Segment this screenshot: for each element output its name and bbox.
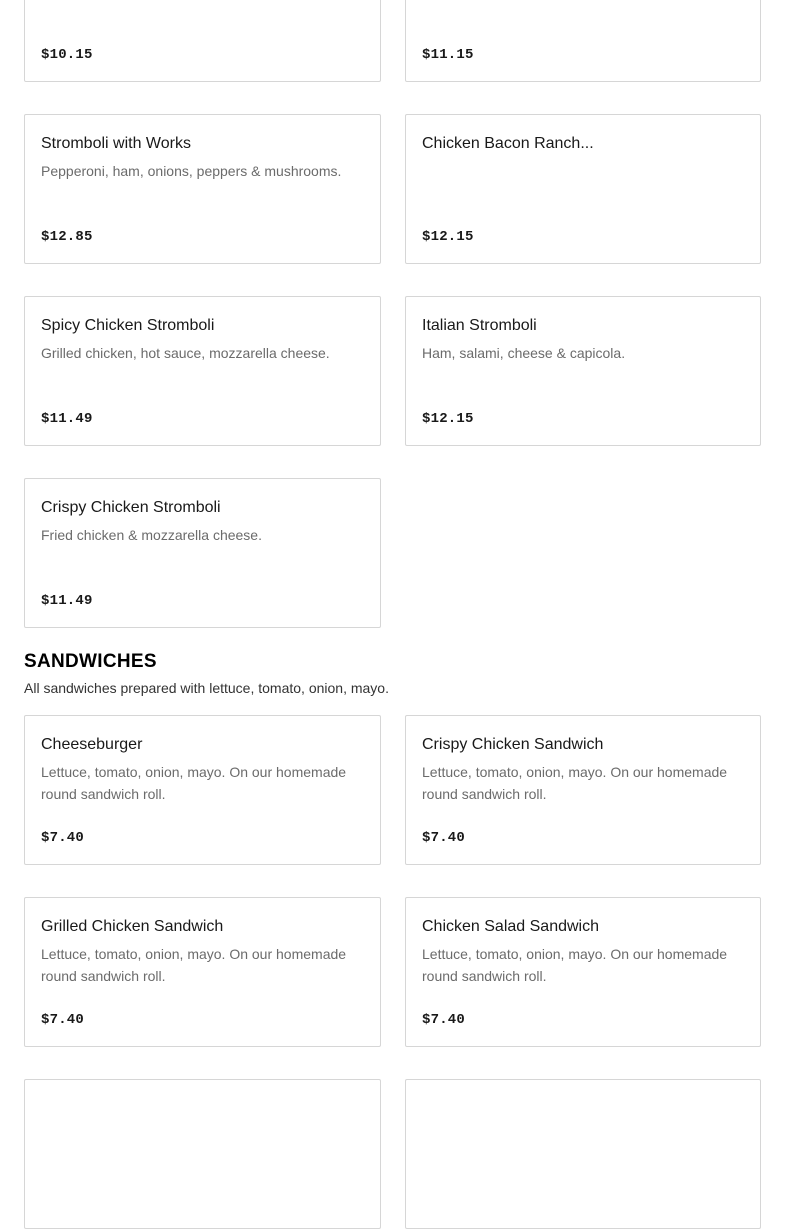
menu-item-card[interactable] [24, 296, 381, 446]
menu-item-description: Lettuce, tomato, onion, mayo. On our homemade round sandwich roll. [422, 764, 728, 802]
menu-item-card[interactable] [405, 296, 761, 446]
menu-item-description: Lettuce, tomato, onion, mayo. On our homemade round sandwich roll. [41, 764, 347, 802]
menu-item-card[interactable] [405, 1079, 761, 1229]
menu-item-description: Ham, salami, cheese & capicola. [422, 345, 626, 361]
menu-item-name: Crispy Chicken Stromboli [41, 499, 221, 516]
menu-item-price: $7.40 [41, 830, 85, 846]
menu-item-price: $12.15 [422, 411, 474, 427]
section-description: All sandwiches prepared with lettuce, tomato, onion, mayo. [24, 680, 389, 696]
menu-item-name: Grilled Chicken Sandwich [41, 918, 224, 935]
menu-item-name: Italian Stromboli [422, 317, 537, 334]
menu-item-description: Lettuce, tomato, onion, mayo. On our homemade round sandwich roll. [422, 946, 728, 984]
menu-item-price: $11.49 [41, 411, 93, 427]
menu-item-price: $7.40 [422, 1012, 466, 1028]
menu-item-price: $12.85 [41, 229, 93, 245]
menu-item-card[interactable] [24, 1079, 381, 1229]
sandwiches-section [24, 650, 761, 1229]
menu-item-card[interactable] [24, 715, 381, 865]
menu-item-description: Lettuce, tomato, onion, mayo. On our homemade round sandwich roll. [41, 946, 347, 984]
menu-item-card[interactable] [24, 478, 381, 628]
menu-item-card[interactable] [405, 114, 761, 264]
menu-item-price: $7.40 [41, 1012, 85, 1028]
menu-item-price: $10.15 [41, 47, 93, 63]
menu-item-name: Cheeseburger [41, 736, 143, 753]
menu-item-card[interactable] [405, 715, 761, 865]
menu-item-price: $12.15 [422, 229, 474, 245]
menu-item-name: Chicken Bacon Ranch... [422, 135, 594, 152]
sandwiches-grid [24, 715, 761, 1229]
menu-item-card[interactable] [405, 0, 761, 82]
menu-item-description: Grilled chicken, hot sauce, mozzarella cheese. [41, 345, 330, 361]
menu-item-description: Pepperoni, ham, onions, peppers & mushrooms. [41, 163, 342, 179]
menu-item-price: $11.49 [41, 593, 93, 609]
menu-item-card[interactable] [24, 0, 381, 82]
stromboli-grid [24, 0, 761, 628]
menu-item-description: Fried chicken & mozzarella cheese. [41, 527, 262, 543]
menu-item-name: Crispy Chicken Sandwich [422, 736, 604, 753]
menu-item-price: $11.15 [422, 47, 474, 63]
menu-item-name: Stromboli with Works [41, 135, 191, 152]
section-title: SANDWICHES [24, 651, 157, 672]
menu-item-card[interactable] [24, 897, 381, 1047]
menu-item-name: Spicy Chicken Stromboli [41, 317, 215, 334]
menu-item-price: $7.40 [422, 830, 466, 846]
menu-page [24, 0, 761, 1229]
menu-item-name: Chicken Salad Sandwich [422, 918, 599, 935]
menu-item-card[interactable] [405, 897, 761, 1047]
menu-item-card[interactable] [24, 114, 381, 264]
